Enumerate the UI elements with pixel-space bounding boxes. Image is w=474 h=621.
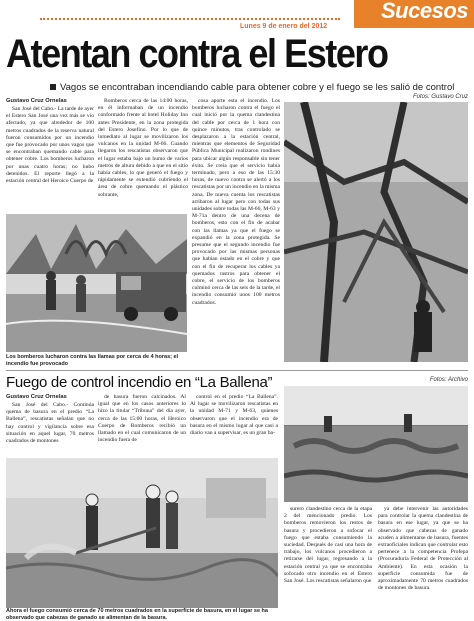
garbage-fire-image: [6, 458, 278, 608]
story2-col4-text: surero clandestino cerca de la etapa 2 del mencionado predio. Los bomberos removieron los restos de basura y procedieron a sofocar el fuego que estaba consumiendo la suciedad. Después de casi una hora de trabajo, los vulcanos procedieron a retirarse del lugar, regresando a la estación central ya que se encontraba sofocado otro incendio en el Estero San José. Los rescatistas señalaron que: [284, 506, 372, 585]
story2-column-2: [98, 394, 186, 454]
story2-col5-text: ya debe intervenir las autoridades para controlar la quema clandestina de basura en ese lugar, ya que se ha observado que cabezas de ganado acuden a alimentarse de basura, fuentes extraoficiales indican que controlar esto pertenece a la competencia Profepa (Procuraduría Federal de Protección al Ambiente). En esta ocasión la superficie consumida fue de aproximadamente 70 metros cuadrados de montones de basura.: [378, 506, 468, 592]
story1-column-3: [192, 98, 280, 362]
header-dotted-rule: [40, 18, 340, 20]
story1-column-2: [98, 98, 188, 216]
burnt-field-image: [284, 386, 468, 502]
story1-headline: Atentan contra el Estero: [6, 32, 388, 76]
story1-subhead: Vagos se encontraban incendiando cable para obtener cobre y el fuego se les salió de control: [60, 82, 455, 93]
story1-photo-credit: Fotos: Gustavo Cruz: [412, 94, 468, 100]
section-tab: [354, 0, 474, 28]
story1-caption: Los bomberos lucharon contra las llamas por cerca de 4 horas; el incendio fue provocado: [6, 354, 179, 367]
story1-photo-smoke: [284, 102, 468, 362]
smoke-branches-image: [284, 102, 468, 362]
story2-column-3: [190, 394, 278, 454]
story2-col2-text: de basura fueron calcinados. Al igual que en los casos anteriores lo hizo la titular “Tribuna” del día ayer, cerca de las 15:00 horas, el Heroico Cuerpo de Bomberos recibió un llamado en el cual comunicaron de un incendio fuera de: [98, 394, 186, 444]
story2-column-4: [284, 506, 372, 586]
story1-photo-firefighters: [6, 214, 187, 352]
story2-photo-credit: Fotos: Archivo: [429, 377, 468, 383]
story2-col3-text: control en el predio “La Ballena”. Al lugar se movilizaron rescatistas en la unidad M-71 y M-63, quienes observaron que el incendio era de basura en el mismo lugar al que casi a diario van a supervisar, es un gran ba-: [190, 394, 278, 437]
section-divider: [6, 370, 468, 371]
section-label: Sucesos: [381, 0, 468, 23]
story1-byline: Gustavo Cruz Ornelas: [6, 98, 67, 104]
subhead-bullet-icon: [50, 84, 56, 90]
story2-caption: Ahora el fuego consumió cerca de 70 metros cuadrados en la superficie de basura, en el lugar se ha observado que cabezas de ganado se alimentan de la basura.: [6, 608, 268, 621]
story2-col1-text: San José del Cabo.- Continúa quema de basura en el predio “La Ballena”, rescatistas señalan que no hay control y vigilancia sobre esa situación en aquel lugar, 70 metros cuadrados de montones: [6, 402, 94, 445]
story2-headline: Fuego de control incendio en “La Ballena”: [6, 374, 273, 391]
story1-col2-text: Bomberos cerca de las 14:00 horas, en él informaban de un incendio conformado frente al hotel Holiday Inn antes Presidente, en la zona protegida del Estero Josefino. Por lo que de inmediato al lugar se movilizaron los vulcanos en la unidad M-66. Cuando llegaron los rescatistas observaron que el lugar estaba bajo un humo de varios metros de altura debido a que en el sitio había cables, lo que generó el fuego y rápidamente se extendió cubriendo el área de cobre quemando el plástico sobrante,: [98, 98, 188, 198]
story2-photo-firefighters: [6, 458, 278, 608]
story2-photo-field: [284, 386, 468, 502]
story1-col3-text: cosa aporte esta el incendio. Los bomberos lucharon contra el fuego el cual inició por la quema clandestina del cable por cerca de 1 hora con quince minutos, tras controlado se desplazaron a la estación central, mientras que elementos de Seguridad Pública Municipal realizaron rondines para ubicar algún responsable sin tener éxito. Se creía que el servicio había terminado, pero a eso de las 15:30 horas, de nuevo contra se alertó a los rescatistas por un incendio en la misma zona. De nueva cuenta los rescatistas arribaron al lugar pero con todas sus unidades sobre todas las M-66, M-63 y M-71a dentro de una decena de bomberos, esto con el fin de acabar con las llamas ya que el fuego se expandió en la zona protegida. Se presume que el segundo incendio fue provocado por las mismas personas que habían estado en el cobre y que con el fin de recuperar los cables ya quemados rastros para obtener el cobre, el servicio de los bomberos culminó cerca de las seis de la tarde, el incendio consumió unos 100 metros cuadrados.: [192, 98, 280, 306]
story1-column-1: [6, 98, 94, 186]
firefighters-scene-image: [6, 214, 187, 352]
story1-col1-text: San José del Cabo.- La tarde de ayer el Estero San José una vez más se vio afectado, ya que alrededor de 100 metros cuadrados de la reserva natural fueron consumidos por un incendio que fue provocado por unos vagos que se encontraban quemando cable para obtener cobre. Los bomberos lucharon por unas cuatro horas; no hubo detenidos. El reporte llegó a la estación central del Heroico Cuerpo de: [6, 106, 94, 185]
story2-byline: Gustavo Cruz Ornelas: [6, 394, 67, 400]
story2-column-1: [6, 394, 94, 446]
story2-column-5: [378, 506, 468, 593]
header-date: Lunes 9 de enero del 2012: [240, 23, 328, 30]
